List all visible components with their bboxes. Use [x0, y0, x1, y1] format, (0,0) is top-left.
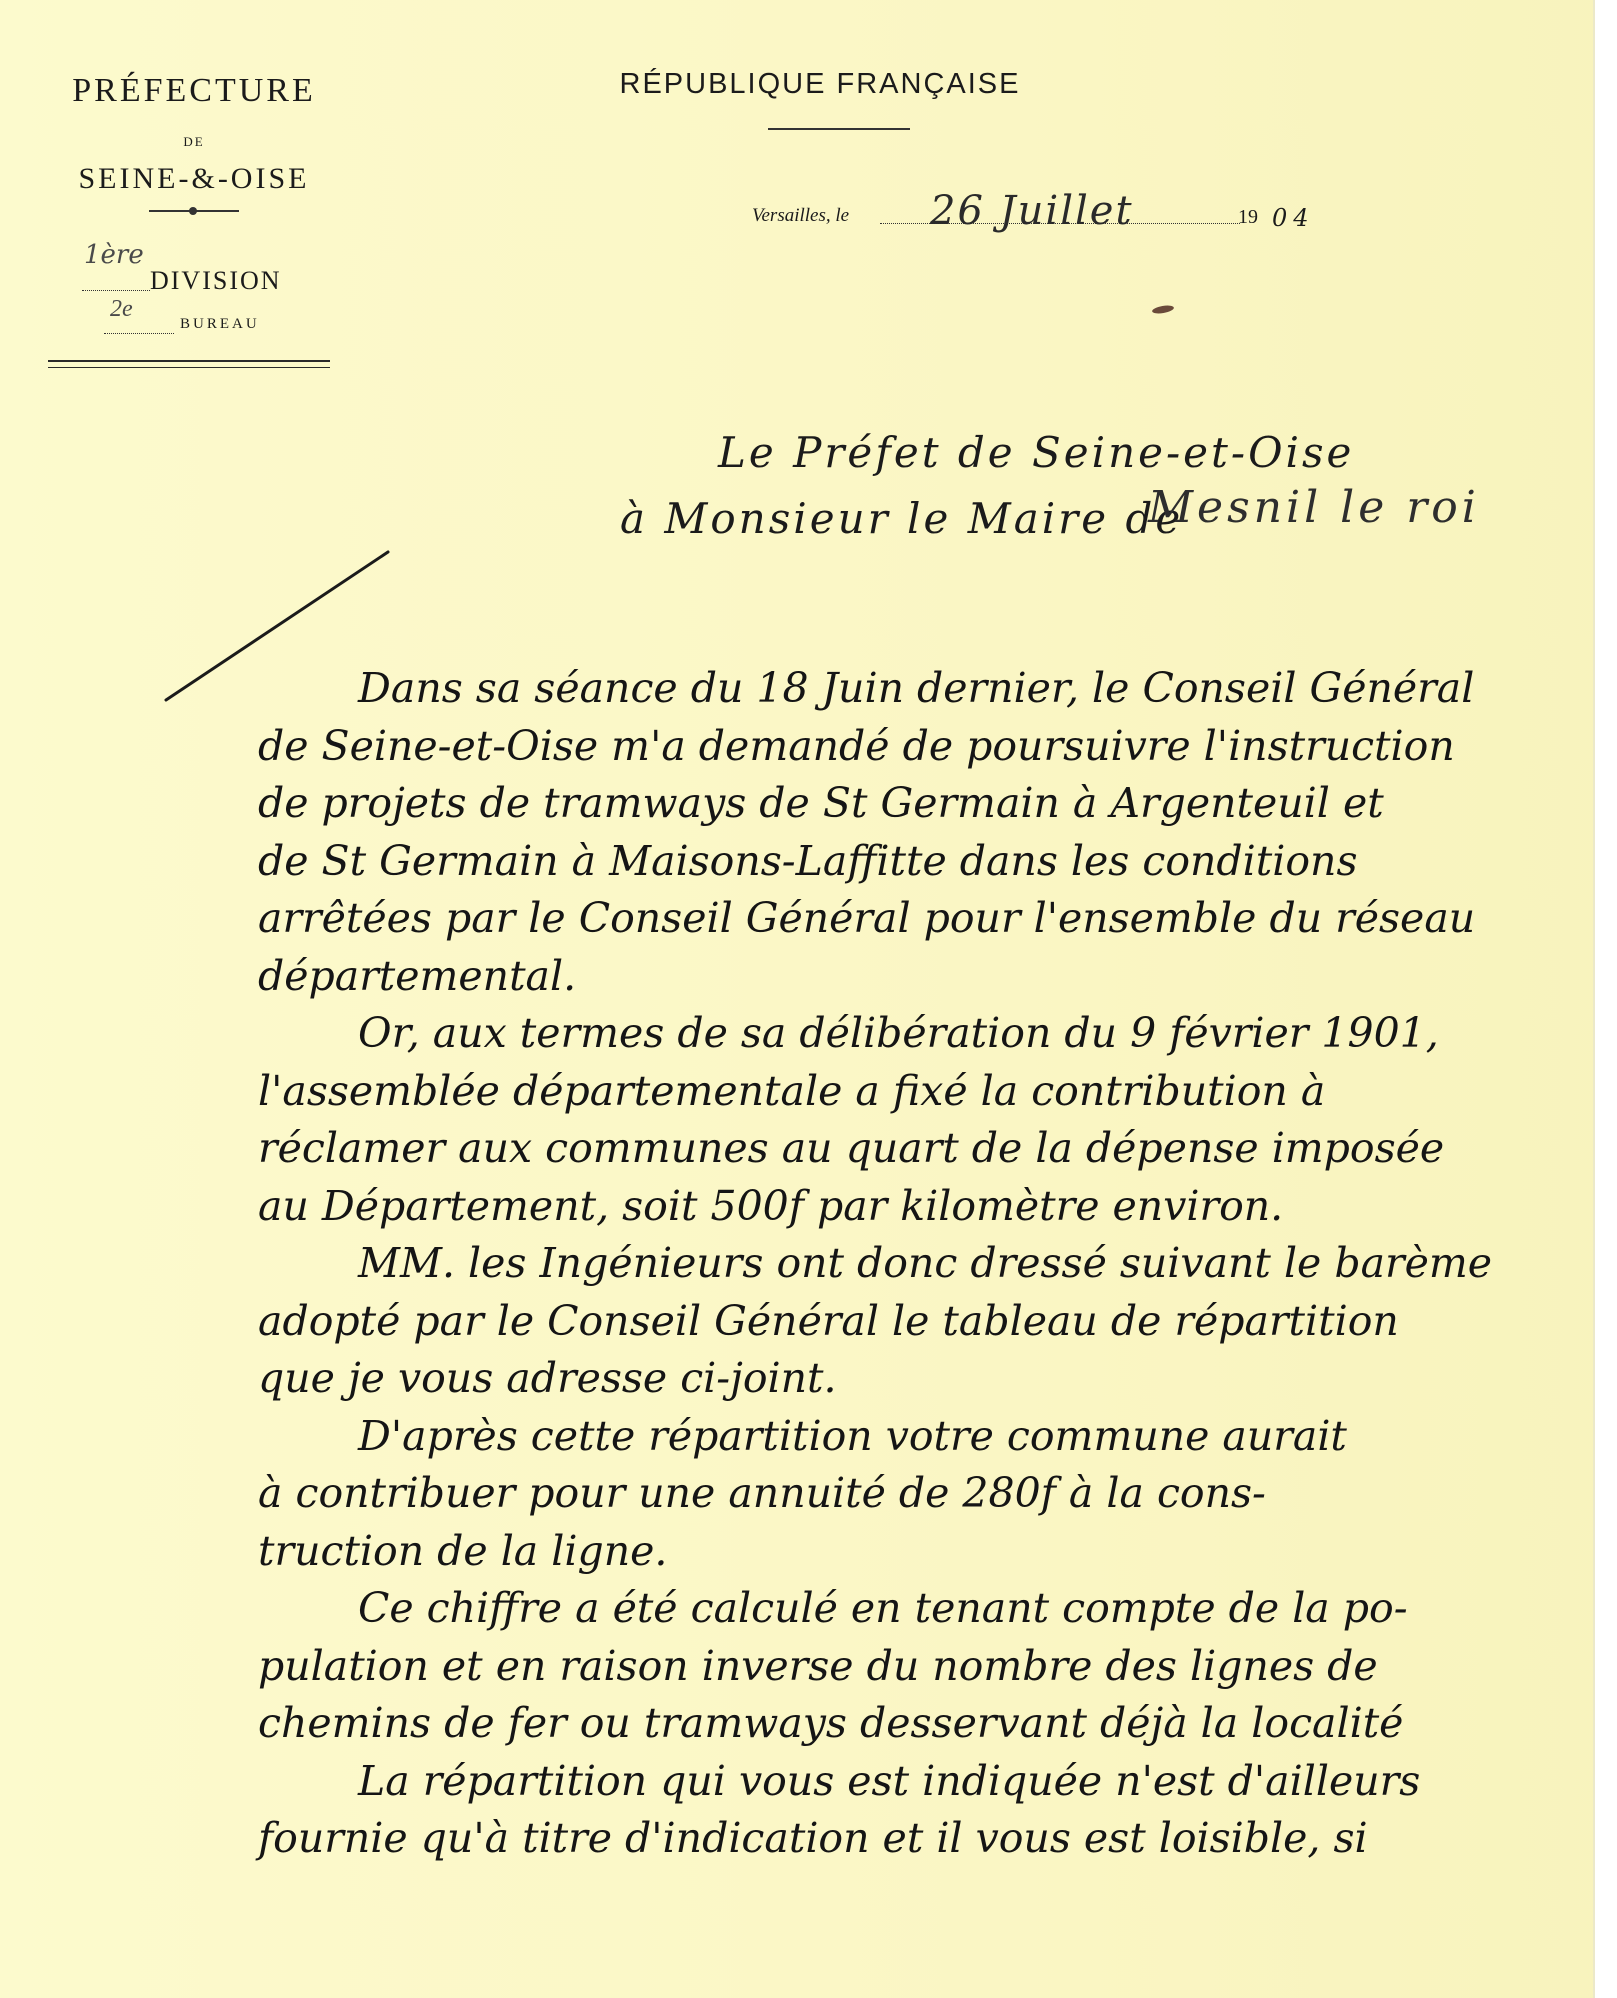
- body-line: Dans sa séance du 18 Juin dernier, le Conseil Général: [358, 664, 1475, 712]
- body-line: pulation et en raison inverse du nombre des lignes de: [258, 1641, 1378, 1690]
- body-line: truction de la ligne.: [258, 1526, 668, 1575]
- date-place: Versailles, le: [752, 205, 850, 226]
- date-day-month: 26 Juillet: [930, 188, 1134, 234]
- division-label: DIVISION: [150, 266, 282, 295]
- bureau-label: BUREAU: [180, 316, 260, 332]
- recipient-commune: Mesnil le roi: [1148, 482, 1480, 533]
- prefecture-ornament: [149, 210, 239, 212]
- body-line: Or, aux termes de sa délibération du 9 février 1901,: [358, 1009, 1439, 1057]
- body-line: fournie qu'à titre d'indication et il vous est loisible, si: [258, 1814, 1368, 1862]
- republique-header: RÉPUBLIQUE FRANÇAISE: [619, 68, 1021, 100]
- body-line: La répartition qui vous est indiquée n'est d'ailleurs: [358, 1756, 1421, 1805]
- prefecture-de: DE: [183, 134, 205, 149]
- division-dotted-line: [82, 290, 150, 291]
- date-century: 19: [1238, 206, 1258, 228]
- bureau-dotted-line: [104, 333, 174, 334]
- recipient-prefix: à Monsieur le Maire de: [620, 494, 1184, 543]
- prefecture-block: [44, 66, 344, 212]
- body-line: au Département, soit 500f par kilomètre environ.: [258, 1181, 1284, 1230]
- body-line: que je vous adresse ci-joint.: [258, 1354, 837, 1402]
- body-line: D'après cette répartition votre commune aurait: [358, 1411, 1347, 1460]
- body-line: réclamer aux communes au quart de la dépense imposée: [258, 1124, 1445, 1172]
- body-line: arrêtées par le Conseil Général pour l'ensemble du réseau: [258, 894, 1476, 942]
- bureau-handwritten: 2e: [110, 296, 133, 322]
- header-rule: [768, 128, 910, 130]
- body-line: chemins de fer ou tramways desservant déjà la localité: [258, 1699, 1404, 1747]
- letter-body: [228, 660, 1598, 1868]
- body-line: départemental.: [258, 951, 577, 1000]
- body-line: de St Germain à Maisons-Laffitte dans les conditions: [258, 836, 1358, 885]
- body-line: à contribuer pour une annuité de 280f à la cons-: [258, 1469, 1266, 1517]
- letterhead-rule: [48, 360, 330, 368]
- body-line: Ce chiffre a été calculé en tenant compte de la po-: [358, 1584, 1408, 1632]
- sender-line: Le Préfet de Seine-et-Oise: [718, 428, 1355, 477]
- body-line: de Seine-et-Oise m'a demandé de poursuivre l'instruction: [258, 721, 1455, 770]
- date-year: 04: [1272, 204, 1315, 232]
- body-line: de projets de tramways de St Germain à Argenteuil et: [258, 779, 1384, 827]
- prefecture-title: PRÉFECTURE: [72, 72, 316, 109]
- body-line: MM. les Ingénieurs ont donc dressé suivant le barème: [358, 1239, 1493, 1287]
- prefecture-department: SEINE-&-OISE: [78, 162, 310, 195]
- division-handwritten: 1ère: [84, 240, 144, 270]
- body-line: adopté par le Conseil Général le tableau de répartition: [258, 1296, 1399, 1345]
- body-line: l'assemblée départementale a fixé la contribution à: [258, 1066, 1326, 1115]
